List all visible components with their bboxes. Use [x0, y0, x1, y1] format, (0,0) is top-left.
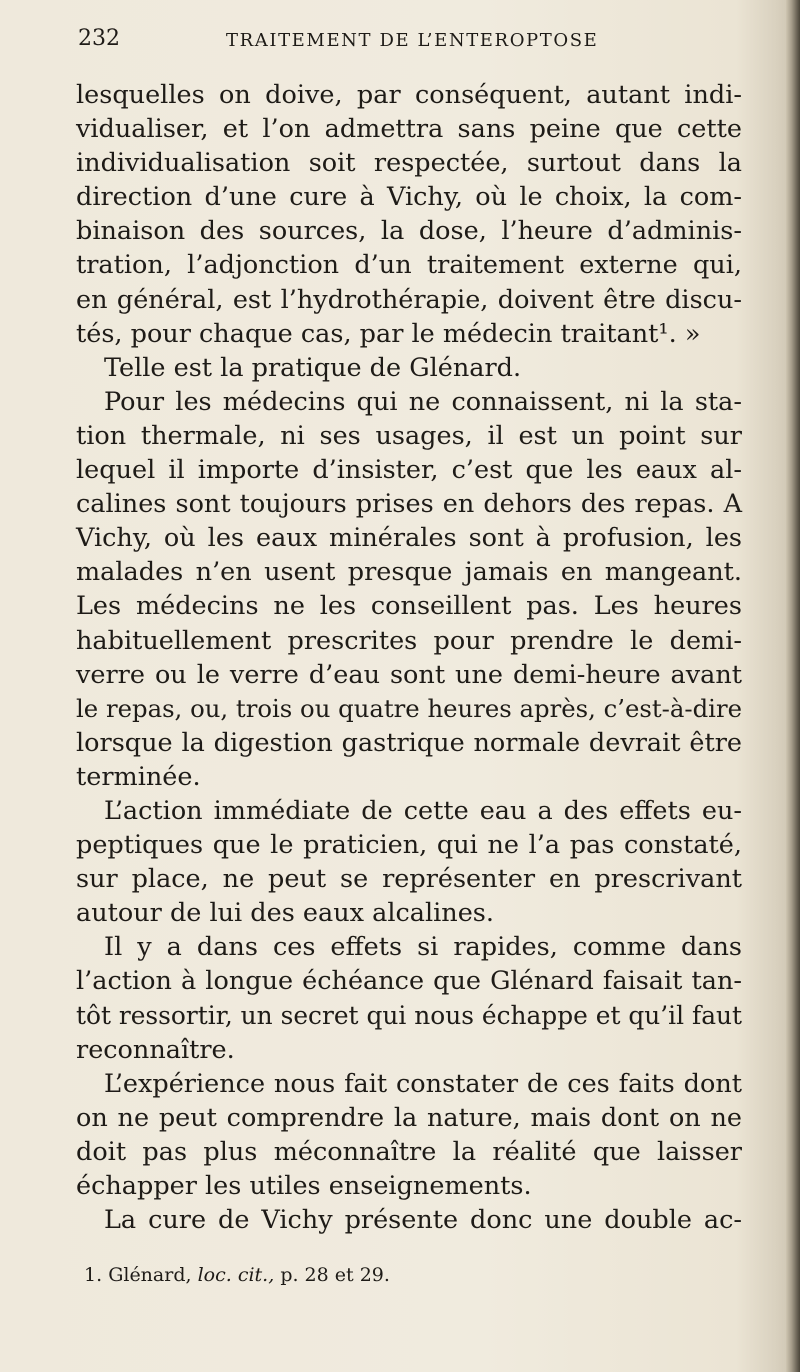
text-line: lequel il importe d’insister, c’est que les eaux al- — [76, 455, 742, 486]
text-line: le repas, ou, trois ou quatre heures après, c’est-à-dire — [76, 693, 742, 723]
text-line: lesquelles on doive, par conséquent, autant indi- — [76, 80, 742, 110]
footnote — [84, 1262, 724, 1288]
text-line: vidualiser, et l’on admettra sans peine que cette — [76, 114, 742, 145]
text-line: Pour les médecins qui ne connaissent, ni la sta- — [104, 386, 742, 417]
text-line: La cure de Vichy présente donc une double ac- — [104, 1205, 742, 1236]
text-line: tés, pour chaque cas, par le médecin traitant¹. » — [76, 318, 701, 349]
text-line: sur place, ne peut se représenter en prescrivant — [76, 864, 742, 895]
text-line: Les médecins ne les conseillent pas. Les heures — [76, 591, 742, 622]
text-line: peptiques que le praticien, qui ne l’a pas constaté, — [76, 830, 742, 861]
text-line: autour de lui des eaux alcalines. — [76, 898, 494, 929]
text-line: Il y a dans ces effets si rapides, comme dans — [104, 932, 742, 963]
running-title: TRAITEMENT DE L’ENTEROPTOSE — [226, 30, 599, 51]
footnote-pages: p. 28 et 29. — [280, 1264, 390, 1286]
text-line: l’action à longue échéance que Glénard faisait tan- — [76, 966, 742, 997]
text-line: terminée. — [76, 761, 201, 792]
footnote-citation: loc. cit., — [197, 1264, 275, 1286]
text-line: L’action immédiate de cette eau a des effets eu- — [104, 795, 742, 826]
text-line: doit pas plus méconnaître la réalité que laisser — [76, 1136, 742, 1167]
text-line: binaison des sources, la dose, l’heure d’adminis- — [76, 216, 742, 247]
footnote-marker: 1. — [84, 1264, 103, 1286]
text-line: on ne peut comprendre la nature, mais dont on ne — [76, 1102, 742, 1133]
running-head — [78, 24, 738, 64]
text-line: direction d’une cure à Vichy, où le choix, la com- — [76, 182, 742, 213]
text-line: Telle est la pratique de Glénard. — [104, 352, 522, 383]
text-line: tion thermale, ni ses usages, il est un point sur — [76, 420, 742, 451]
text-line: Vichy, où les eaux minérales sont à profusion, les — [76, 523, 742, 554]
text-line: calines sont toujours prises en dehors des repas. A — [76, 489, 742, 520]
text-line: tration, l’adjonction d’un traitement externe qui, — [76, 250, 742, 281]
text-line: L’expérience nous fait constater de ces faits dont — [104, 1068, 742, 1099]
text-line: tôt ressortir, un secret qui nous échappe et qu’il faut — [76, 1000, 742, 1030]
text-line: individualisation soit respectée, surtout dans la — [76, 148, 742, 179]
text-line: reconnaître. — [76, 1034, 235, 1065]
text-line: habituellement prescrites pour prendre le demi- — [76, 625, 742, 656]
footnote-author: Glénard, — [108, 1264, 192, 1286]
text-line: malades n’en usent presque jamais en mangeant. — [76, 557, 742, 588]
text-line: échapper les utiles enseignements. — [76, 1171, 532, 1201]
page-binding-edge — [786, 0, 800, 1372]
text-line: verre ou le verre d’eau sont une demi-heure avant — [76, 659, 742, 690]
text-line: lorsque la digestion gastrique normale devrait être — [76, 727, 742, 758]
page-number: 232 — [78, 26, 120, 51]
text-line: en général, est l’hydrothérapie, doivent être discu- — [76, 284, 742, 315]
body-text — [76, 78, 742, 1237]
